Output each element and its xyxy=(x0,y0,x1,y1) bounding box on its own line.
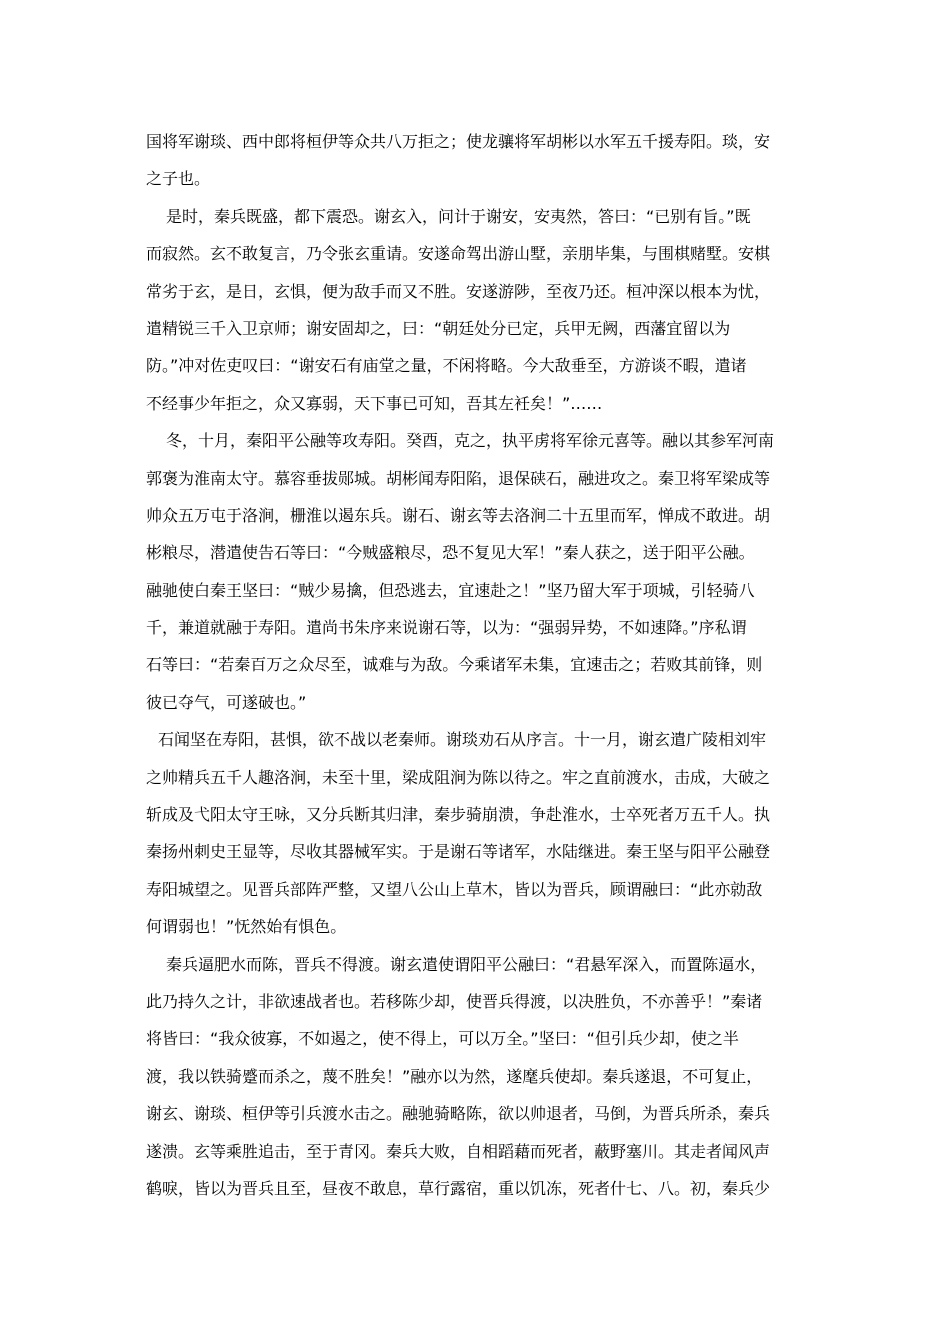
text-line: 渡，我以铁骑蹙而杀之，蔑不胜矣！”融亦以为然，遂麾兵使却。秦兵遂退，不可复止， xyxy=(146,1066,763,1086)
text-line: 将皆曰：“我众彼寡，不如遏之，使不得上，可以万全。”坚曰：“但引兵少却，使之半 xyxy=(146,1029,739,1049)
text-line: 融驰使白秦王坚曰：“贼少易擒，但恐逃去，宜速赴之！”坚乃留大军于项城，引轻骑八 xyxy=(146,580,755,600)
text-line: 不经事少年拒之，众又寡弱，天下事已可知，吾其左衽矣！”…… xyxy=(146,393,603,413)
text-line: 遂溃。玄等乘胜追击，至于青冈。秦兵大败，自相蹈藉而死者，蔽野塞川。其走者闻风声 xyxy=(146,1141,771,1161)
text-line: 常劣于玄，是日，玄惧，便为敌手而又不胜。安遂游陟，至夜乃还。桓冲深以根本为忧， xyxy=(146,281,771,301)
text-line: 彬粮尽，潜遣使告石等曰：“今贼盛粮尽，恐不复见大军！”秦人获之，送于阳平公融。 xyxy=(146,543,755,563)
text-line: 遣精锐三千入卫京师；谢安固却之，曰：“朝廷处分已定，兵甲无阙，西藩宜留以为 xyxy=(146,318,731,338)
text-line: 鹤唳，皆以为晋兵且至，昼夜不敢息，草行露宿，重以饥冻，死者什七、八。初，秦兵少 xyxy=(146,1178,771,1198)
text-line: 郭褒为淮南太守。慕容垂拔郧城。胡彬闻寿阳陷，退保硖石，融进攻之。秦卫将军梁成等 xyxy=(146,468,771,488)
document-body xyxy=(146,123,810,1207)
text-line: 之帅精兵五千人趣洛涧，未至十里，梁成阻涧为陈以待之。牢之直前渡水，击成，大破之 xyxy=(146,767,771,787)
text-line: 寿阳城望之。见晋兵部阵严整，又望八公山上草木，皆以为晋兵，顾谓融曰：“此亦勍敌 xyxy=(146,879,763,899)
text-line: 防。”冲对佐吏叹曰：“谢安石有庙堂之量，不闲将略。今大敌垂至，方游谈不暇，遣诸 xyxy=(146,356,747,376)
text-line: 石等曰：“若秦百万之众尽至，诚难与为敌。今乘诸军未集，宜速击之；若败其前锋，则 xyxy=(146,655,763,675)
text-line: 何谓弱也！”怃然始有惧色。 xyxy=(146,917,347,937)
text-line: 千，兼道就融于寿阳。遣尚书朱序来说谢石等，以为：“强弱异势，不如速降。”序私谓 xyxy=(146,618,747,638)
text-line: 而寂然。玄不敢复言，乃令张玄重请。安遂命驾出游山墅，亲朋毕集，与围棋赌墅。安棋 xyxy=(146,244,771,264)
text-line: 帅众五万屯于洛涧，栅淮以遏东兵。谢石、谢玄等去洛涧二十五里而军，惮成不敢进。胡 xyxy=(146,505,771,525)
paragraph-start-line: 是时，秦兵既盛，都下震恐。谢玄入，问计于谢安，安夷然，答曰：“已别有旨。”既 xyxy=(166,206,751,226)
paragraph-start-line: 石闻坚在寿阳，甚惧，欲不战以老秦师。谢琰劝石从序言。十一月，谢玄遣广陵相刘牢 xyxy=(158,730,767,750)
paragraph-start-line: 冬，十月，秦阳平公融等攻寿阳。癸酉，克之，执平虏将军徐元喜等。融以其参军河南 xyxy=(166,431,775,451)
text-line: 彼已夺气，可遂破也。” xyxy=(146,692,307,712)
text-line: 之子也。 xyxy=(146,169,211,189)
text-line: 此乃持久之计，非欲速战者也。若移陈少却，使晋兵得渡，以决胜负，不亦善乎！”秦诸 xyxy=(146,991,763,1011)
text-line: 国将军谢琰、西中郎将桓伊等众共八万拒之；使龙骧将军胡彬以水军五千援寿阳。琰，安 xyxy=(146,132,771,151)
paragraph-start-line: 秦兵逼肥水而陈，晋兵不得渡。谢玄遣使谓阳平公融曰：“君悬军深入，而置陈逼水， xyxy=(166,954,767,974)
text-line: 斩成及弋阳太守王咏，又分兵断其归津，秦步骑崩溃，争赴淮水，士卒死者万五千人。执 xyxy=(146,805,771,825)
text-line: 秦扬州刺史王显等，尽收其器械军实。于是谢石等诸军，水陆继进。秦王坚与阳平公融登 xyxy=(146,842,771,862)
text-line: 谢玄、谢琰、桓伊等引兵渡水击之。融驰骑略陈，欲以帅退者，马倒，为晋兵所杀，秦兵 xyxy=(146,1104,771,1124)
